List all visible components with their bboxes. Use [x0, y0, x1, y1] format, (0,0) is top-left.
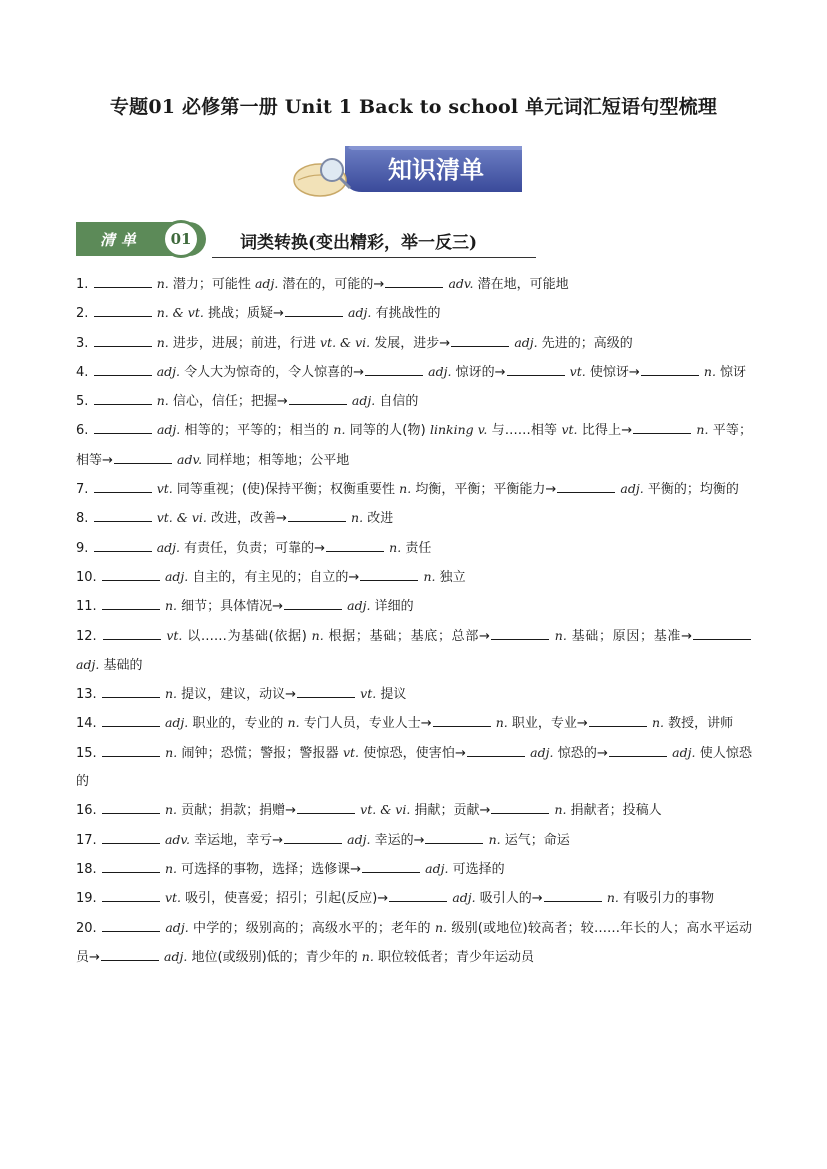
- list-item: 6. adj. 相等的；平等的；相当的 n. 同等的人(物) linking v. 与……相等 vt. 比得上→ n. 平等；相等→ adv. 同样地；相等地；公平地: [76, 416, 752, 475]
- answer-blank[interactable]: [103, 625, 161, 640]
- banner-text: 知识清单: [388, 156, 484, 184]
- part-of-speech: vt.: [569, 363, 586, 379]
- part-of-speech: adj.: [164, 568, 189, 584]
- answer-blank[interactable]: [389, 887, 447, 902]
- part-of-speech: n.: [164, 802, 177, 818]
- part-of-speech: vt.: [156, 481, 173, 497]
- part-of-speech: adj.: [452, 890, 476, 906]
- document-title: 专题01 必修第一册 Unit 1 Back to school 单元词汇短语句型梳理: [109, 96, 718, 118]
- list-item: 12. vt. 以……为基础(依据) n. 根据；基础；基底；总部→ n. 基础；原因；基准→ adj. 基础的: [76, 622, 752, 681]
- part-of-speech: n.: [435, 919, 448, 935]
- answer-blank[interactable]: [491, 625, 549, 640]
- answer-blank[interactable]: [326, 537, 384, 552]
- part-of-speech: n.: [606, 890, 619, 906]
- answer-blank[interactable]: [102, 829, 160, 844]
- answer-blank[interactable]: [94, 302, 152, 317]
- section-tag-label: 清单: [100, 231, 143, 249]
- answer-blank[interactable]: [102, 712, 160, 727]
- part-of-speech: n.: [164, 860, 177, 876]
- answer-blank[interactable]: [633, 419, 691, 434]
- answer-blank[interactable]: [297, 683, 355, 698]
- part-of-speech: adj.: [514, 334, 538, 350]
- part-of-speech: adj.: [530, 744, 554, 760]
- answer-blank[interactable]: [94, 478, 152, 493]
- answer-blank[interactable]: [284, 595, 342, 610]
- part-of-speech: vt.: [166, 627, 183, 643]
- answer-blank[interactable]: [101, 946, 159, 961]
- answer-blank[interactable]: [114, 449, 172, 464]
- answer-blank[interactable]: [94, 419, 152, 434]
- answer-blank[interactable]: [385, 273, 443, 288]
- section-header: [76, 220, 536, 260]
- part-of-speech: adj.: [164, 948, 188, 964]
- part-of-speech: n.: [165, 744, 178, 760]
- part-of-speech: n.: [423, 568, 436, 584]
- answer-blank[interactable]: [102, 595, 160, 610]
- part-of-speech: adj.: [165, 919, 189, 935]
- part-of-speech: n.: [696, 422, 709, 438]
- part-of-speech: adj.: [347, 831, 371, 847]
- part-of-speech: n.: [488, 831, 501, 847]
- part-of-speech: n.: [703, 363, 716, 379]
- list-item: 16. n. 贡献；捐款；捐赠→ vt. & vi. 捐献；贡献→ n. 捐献者；投稿人: [76, 796, 752, 825]
- answer-blank[interactable]: [589, 712, 647, 727]
- part-of-speech: vt. & vi.: [156, 510, 207, 526]
- part-of-speech: adj.: [254, 276, 279, 291]
- list-item: 13. n. 提议，建议，动议→ vt. 提议: [76, 680, 752, 709]
- answer-blank[interactable]: [362, 858, 420, 873]
- list-item: 15. n. 闹钟；恐慌；警报；警报器 vt. 使惊恐，使害怕→ adj. 惊恐的→ adj. 使人惊恐的: [76, 739, 752, 797]
- answer-blank[interactable]: [491, 799, 549, 814]
- part-of-speech: adj.: [348, 305, 372, 321]
- part-of-speech: adj.: [620, 481, 644, 497]
- part-of-speech: vt.: [360, 686, 377, 702]
- list-item: 5. n. 信心，信任；把握→ adj. 自信的: [76, 387, 752, 416]
- knowledge-list-banner: [290, 140, 530, 204]
- part-of-speech: n.: [651, 715, 664, 731]
- part-of-speech: adj.: [428, 363, 452, 379]
- part-of-speech: vt. & vi.: [319, 334, 371, 350]
- answer-blank[interactable]: [288, 507, 346, 522]
- answer-blank[interactable]: [507, 361, 565, 376]
- part-of-speech: adv.: [177, 451, 203, 467]
- answer-blank[interactable]: [284, 829, 342, 844]
- list-item: 14. adj. 职业的，专业的 n. 专门人员，专业人士→ n. 职业，专业→ n. 教授，讲师: [76, 709, 752, 738]
- answer-blank[interactable]: [94, 390, 152, 405]
- part-of-speech: adj.: [351, 393, 376, 409]
- list-item: 9. adj. 有责任，负责；可靠的→ n. 责任: [76, 534, 752, 563]
- part-of-speech: n.: [156, 334, 169, 350]
- part-of-speech: n.: [495, 715, 508, 731]
- list-item: 20. adj. 中学的；级别高的；高级水平的；老年的 n. 级别(或地位)较高者；较……年长的人；高水平运动员→ adj. 地位(或级别)低的；青少年的 n. 职位较低者；青少年运动员: [76, 914, 752, 973]
- part-of-speech: n.: [554, 802, 567, 818]
- part-of-speech: vt.: [164, 890, 182, 906]
- part-of-speech: linking v.: [429, 422, 488, 438]
- part-of-speech: adj.: [347, 598, 371, 614]
- answer-blank[interactable]: [365, 361, 423, 376]
- list-item: 7. vt. 同等重视；(使)保持平衡；权衡重要性 n. 均衡，平衡；平衡能力→ adj. 平衡的；均衡的: [76, 475, 752, 504]
- answer-blank[interactable]: [102, 683, 160, 698]
- answer-blank[interactable]: [102, 858, 160, 873]
- answer-blank[interactable]: [94, 273, 152, 288]
- part-of-speech: n.: [156, 393, 169, 409]
- list-item: 17. adv. 幸运地，幸亏→ adj. 幸运的→ n. 运气；命运: [76, 826, 752, 855]
- part-of-speech: n. & vt.: [156, 305, 204, 321]
- answer-blank[interactable]: [285, 302, 343, 317]
- list-item: 2. n. & vt. 挑战；质疑→ adj. 有挑战性的: [76, 299, 752, 328]
- answer-blank[interactable]: [360, 566, 418, 581]
- answer-blank[interactable]: [433, 712, 491, 727]
- answer-blank[interactable]: [425, 829, 483, 844]
- part-of-speech: n.: [156, 276, 169, 291]
- part-of-speech: adj.: [156, 363, 180, 379]
- list-item: 3. n. 进步，进展；前进，行进 vt. & vi. 发展，进步→ adj. 先进的；高级的: [76, 329, 752, 358]
- answer-blank[interactable]: [544, 887, 602, 902]
- part-of-speech: n.: [333, 422, 346, 438]
- answer-blank[interactable]: [609, 742, 667, 757]
- answer-blank[interactable]: [102, 742, 160, 757]
- part-of-speech: adj.: [156, 422, 181, 438]
- part-of-speech: n.: [164, 598, 177, 614]
- vocabulary-list: [76, 270, 752, 972]
- answer-blank[interactable]: [451, 332, 509, 347]
- list-item: 1. n. 潜力；可能性 adj. 潜在的，可能的→ adv. 潜在地，可能地: [76, 270, 752, 299]
- answer-blank[interactable]: [102, 566, 160, 581]
- answer-blank[interactable]: [297, 799, 355, 814]
- part-of-speech: n.: [389, 539, 402, 555]
- answer-blank[interactable]: [94, 507, 152, 522]
- answer-blank[interactable]: [641, 361, 699, 376]
- answer-blank[interactable]: [557, 478, 615, 493]
- answer-blank[interactable]: [94, 361, 152, 376]
- part-of-speech: n.: [399, 481, 412, 497]
- list-item: 11. n. 细节；具体情况→ adj. 详细的: [76, 592, 752, 621]
- answer-blank[interactable]: [102, 917, 160, 932]
- section-title: 词类转换(变出精彩，举一反三): [240, 233, 478, 253]
- part-of-speech: adj.: [156, 539, 180, 555]
- list-item: 10. adj. 自主的，有主见的；自立的→ n. 独立: [76, 563, 752, 592]
- part-of-speech: vt. & vi.: [360, 802, 411, 818]
- list-item: 8. vt. & vi. 改进，改善→ n. 改进: [76, 504, 752, 533]
- part-of-speech: n.: [311, 627, 324, 643]
- answer-blank[interactable]: [102, 799, 160, 814]
- part-of-speech: adv.: [164, 831, 190, 847]
- part-of-speech: adj.: [425, 860, 449, 876]
- section-underline: [212, 257, 536, 258]
- answer-blank[interactable]: [467, 742, 525, 757]
- section-number-badge: 01: [162, 220, 200, 258]
- part-of-speech: adj.: [76, 656, 100, 672]
- part-of-speech: adj.: [672, 744, 696, 760]
- part-of-speech: vt.: [561, 422, 578, 438]
- part-of-speech: adv.: [448, 276, 474, 291]
- part-of-speech: n.: [554, 627, 567, 643]
- part-of-speech: vt.: [342, 744, 360, 760]
- part-of-speech: n.: [351, 510, 364, 526]
- part-of-speech: n.: [361, 948, 374, 964]
- list-item: 19. vt. 吸引，使喜爱；招引；引起(反应)→ adj. 吸引人的→ n. 有吸引力的事物: [76, 884, 752, 913]
- answer-blank[interactable]: [102, 887, 160, 902]
- part-of-speech: adj.: [164, 715, 189, 731]
- answer-blank[interactable]: [94, 537, 152, 552]
- magnifier-icon: [321, 159, 343, 181]
- answer-blank[interactable]: [289, 390, 347, 405]
- answer-blank[interactable]: [94, 332, 152, 347]
- answer-blank[interactable]: [693, 625, 751, 640]
- part-of-speech: n.: [164, 686, 177, 702]
- list-item: 18. n. 可选择的事物，选择；选修课→ adj. 可选择的: [76, 855, 752, 884]
- part-of-speech: n.: [287, 715, 300, 731]
- list-item: 4. adj. 令人大为惊奇的，令人惊喜的→ adj. 惊讶的→ vt. 使惊讶→ n. 惊讶: [76, 358, 752, 387]
